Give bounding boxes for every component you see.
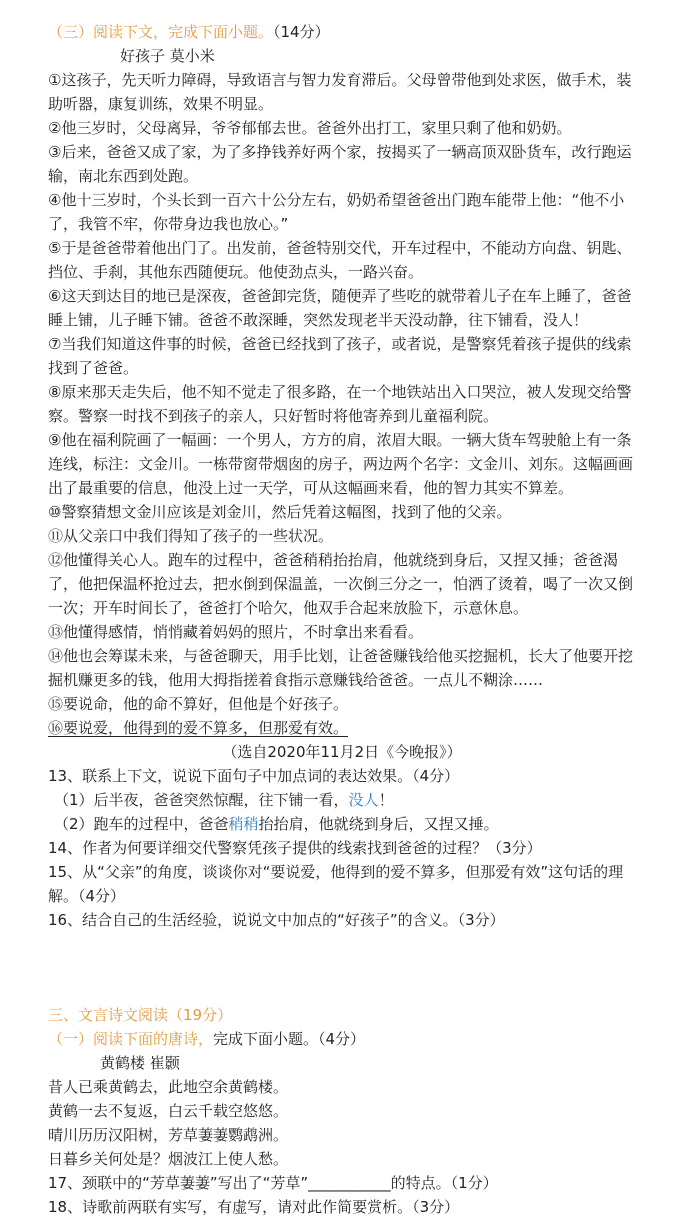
article-line: ⑥这天到达目的地已是深夜，爸爸卸完货，随便弄了些吃的就带着儿子在车上睡了，爸爸 [48, 287, 632, 305]
section-header [48, 20, 666, 44]
section-header-score: （14分） [273, 23, 330, 41]
poem-line: 晴川历历汉阳树，芳草萋萋鹦鹉洲。 [48, 1126, 289, 1144]
article-line: ⑨他在福利院画了一幅画：一个男人，方方的肩，浓眉大眼。一辆大货车驾驶舱上有一条 [48, 431, 632, 449]
article-line: ⑭他也会筹谋未来，与爸爸聊天，用手比划，让爸爸赚钱给他买挖掘机，长大了他要开挖 [48, 647, 634, 665]
article-source: （选自2020年11月2日《今晚报》） [222, 743, 462, 761]
question-13-1-keyword: 没人 [348, 791, 379, 809]
article-line: 睡上铺，儿子睡下铺。爸爸不敢深睡，突然发现老半天没动静，往下铺看，没人！ [48, 311, 589, 329]
article-line: ⑤于是爸爸带着他出门了。出发前，爸爸特别交代，开车过程中，不能动方向盘、钥匙、 [48, 239, 632, 257]
article-line: ④他十三岁时，个头长到一百六十公分左右，奶奶希望爸爸出门跑车能带上他：“他不小 [48, 191, 625, 209]
article-line: ③后来，爸爸又成了家，为了多挣钱养好两个家，按揭买了一辆高顶双卧货车，改行跑运 [48, 143, 632, 161]
article-line: 挡位、手刹，其他东西随便玩。他使劲点头，一路兴奋。 [48, 263, 424, 281]
article-line: 助听器，康复训练，效果不明显。 [48, 95, 274, 113]
article-line: 输，南北东西到处跑。 [48, 167, 199, 185]
poem-line: 日暮乡关何处是？烟波江上使人愁。 [48, 1150, 289, 1168]
article-line: ⑪从父亲口中我们得知了孩子的一些状况。 [48, 527, 334, 545]
article-line: ⑧原来那天走失后，他不知不觉走了很多路，在一个地铁站出入口哭泣，被人发现交给警 [48, 383, 632, 401]
question-15-line-1: 15、从“父亲”的角度，谈谈你对“要说爱，他得到的爱不算多，但那爱有效”这句话的理 [48, 863, 624, 881]
article-line: ⑬他懂得感情，悄悄藏着妈妈的照片，不时拿出来看看。 [48, 623, 424, 641]
poem-sub-header-label: （一）阅读下面的唐诗， [48, 1030, 214, 1048]
question-13-2-keyword: 稍稍 [228, 815, 259, 833]
article-line: 一次；开车时间长了，爸爸打个哈欠，他双手合起来放脸下，示意休息。 [48, 599, 529, 617]
question-13-2-text: （2）跑车的过程中，爸爸 [54, 815, 229, 833]
question-13: 13、联系上下文，说说下面句子中加点词的表达效果。（4分） [48, 767, 460, 785]
article-line: 了，我管不牢，你带身边我也放心。” [48, 215, 289, 233]
article-line: ⑦当我们知道这件事的时候，爸爸已经找到了孩子，或者说，是警察凭着孩子提供的线索 [48, 335, 632, 353]
article-title: 好孩子 莫小米 [120, 47, 215, 65]
poem-sub-header [48, 1027, 666, 1051]
question-14: 14、作者为何要详细交代警察凭孩子提供的线索找到爸爸的过程？（3分） [48, 839, 542, 857]
section-header-label: （三）阅读下文，完成下面小题。 [48, 23, 274, 41]
article-line: ②他三岁时，父母离异，爷爷郁郁去世。爸爸外出打工，家里只剩了他和奶奶。 [48, 119, 572, 137]
article-line: ⑫他懂得关心人。跑车的过程中，爸爸稍稍抬抬肩，他就绕到身后，又捏又捶；爸爸渴 [48, 551, 619, 569]
article-line: ⑮要说命，他的命不算好，但他是个好孩子。 [48, 695, 349, 713]
article-line: ⑩警察猜想文金川应该是刘金川，然后凭着这幅图，找到了他的父亲。 [48, 503, 512, 521]
question-15-line-2: 解。（4分） [48, 887, 126, 905]
section-three-header: 三、文言诗文阅读（19分） [48, 1006, 233, 1024]
article-line: 掘机赚更多的钱，他用大拇指搓着食指示意赚钱给爸爸。一点儿不糊涂…… [48, 671, 544, 689]
article-line: 出了最重要的信息，他没上过一天学，可从这幅画来看，他的智力其实不算差。 [48, 479, 574, 497]
question-13-2 [54, 812, 672, 836]
question-13-1-text: （1）后半夜，爸爸突然惊醒，往下铺一看， [54, 791, 349, 809]
poem-sub-header-score: 完成下面小题。（4分） [213, 1030, 366, 1048]
question-16: 16、结合自己的生活经验，说说文中加点的“好孩子”的含义。（3分） [48, 911, 505, 929]
article-line: 连线，标注：文金川。一栋带窗带烟囱的房子，两边两个名字：文金川、刘东。这幅画画 [48, 455, 634, 473]
article-line: 察。警察一时找不到孩子的亲人，只好暂时将他寄养到儿童福利院。 [48, 407, 499, 425]
article-line: 了，他把保温杯抢过去，把水倒到保温盖，一次倒三分之一，怕洒了烫着，喝了一次又倒 [48, 575, 634, 593]
question-17: 17、颈联中的“芳草萋萋”写出了“芳草”___________的特点。（1分） [48, 1174, 498, 1192]
poem-line: 昔人已乘黄鹤去，此地空余黄鹤楼。 [48, 1078, 289, 1096]
article-line: ①这孩子，先天听力障碍，导致语言与智力发育滞后。父母曾带他到处求医，做手术，装 [48, 71, 632, 89]
article-line: ⑯要说爱，他得到的爱不算多，但那爱有效。 [48, 719, 349, 737]
question-13-1-end: ！ [378, 791, 394, 809]
question-18: 18、诗歌前两联有实写，有虚写，请对此作简要赏析。（3分） [48, 1198, 460, 1216]
poem-line: 黄鹤一去不复返，白云千载空悠悠。 [48, 1102, 289, 1120]
article-line: 找到了爸爸。 [48, 359, 139, 377]
question-13-2-end: 抬抬肩，他就绕到身后，又捏又捶。 [258, 815, 499, 833]
question-13-1 [54, 788, 672, 812]
poem-title: 黄鹤楼 崔颢 [100, 1054, 180, 1072]
